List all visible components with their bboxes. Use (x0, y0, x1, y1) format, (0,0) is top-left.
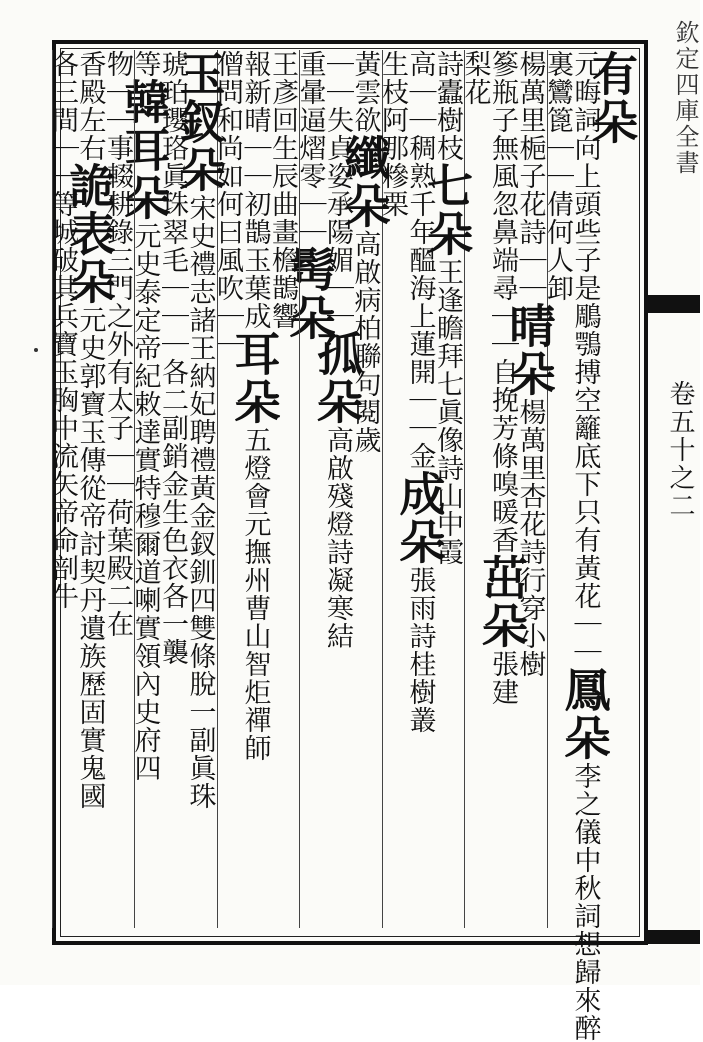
headword: 玉 (172, 50, 227, 98)
text-run: 詩蠹樹枝 (432, 50, 463, 162)
headword: 耳 (117, 126, 172, 174)
text-run: 琥珀瓔珞眞珠翠毛｜｜｜各二副銷金生色衣各一襲 (157, 50, 188, 666)
headword: 韓 (117, 78, 172, 126)
headword: 朵 (502, 350, 557, 398)
headword: 朵 (310, 378, 364, 426)
text-column (542, 50, 576, 930)
headword: 朵 (392, 518, 447, 566)
headword: 七 (420, 162, 474, 210)
headword: 釵 (172, 98, 227, 146)
headword: 朵 (172, 146, 227, 194)
text-run: 熟千年醞海上蓮開｜｜金 (404, 162, 436, 470)
text-run: 篸瓶子無風忽鼻端 (487, 50, 518, 274)
headword: 朵 (62, 258, 117, 306)
text-run: 等 (129, 50, 161, 78)
text-run: 楊萬里梔子花詩｜｜ (514, 50, 546, 302)
text-run: 物 (102, 50, 133, 78)
text-run: 元晦詞向上頭些子是鵰鶚 (569, 50, 601, 358)
headword: 朵 (117, 174, 172, 222)
text-run: 宋史禮志諸王納妃聘禮黃金釵釧四雙條脫一副眞珠 (184, 194, 216, 810)
text-run: 各三間 (47, 50, 78, 134)
text-run: 高啟病柏聯句閱歲 (349, 230, 381, 454)
headword: 有 (585, 50, 639, 98)
text-column (267, 50, 301, 930)
text-run: 失貞姿承陽媚｜｜ (322, 106, 353, 330)
text-run: 張建 (487, 650, 518, 706)
text-run: 重暈逼熠零｜｜ (294, 50, 326, 246)
headword: 詭 (62, 162, 117, 210)
headword: 晴 (502, 302, 557, 350)
text-run: 裏鸞篦｜｜倩何人卸 (542, 50, 573, 302)
ink-speck (34, 348, 38, 352)
headword: 耳 (227, 330, 282, 378)
margin-book-title: 欽定四庫全書 (671, 20, 699, 176)
text-run: 元史郭寶玉傳從帝討契丹遺族歷固實鬼國 (74, 306, 106, 810)
text-run: 報新晴｜｜初鵲玉葉成 (239, 50, 271, 330)
text-run: ｜｜ (322, 50, 353, 106)
text-run: 梨花 (459, 50, 491, 106)
text-run: 僧問和尚如何曰風吹｜｜ (212, 50, 243, 358)
headword: 纖 (337, 134, 392, 182)
text-run: ｜｜事輟耕錄三門之外有太子｜｜荷葉殿二在 (102, 78, 133, 638)
text-run: 張雨詩桂樹叢 (404, 566, 436, 734)
headword: 朵 (337, 182, 392, 230)
headword: 朵 (420, 210, 474, 258)
text-run: 王彥回生辰曲畫檐鵲響 (267, 50, 298, 330)
headword: 鳳 (557, 666, 612, 714)
text-run: 五燈會元撫州曹山智炬禪師 (239, 426, 271, 762)
text-run: ｜｜等城破其兵寶玉胸中流矢帝命剖牛 (47, 134, 78, 610)
text-run: 李之儀中秋詞想歸來醉 (569, 762, 601, 1042)
headword: 朵 (475, 602, 529, 650)
fishtail-mark-top (648, 295, 700, 313)
headword: 朵 (227, 378, 282, 426)
text-run: 尋｜｜自挽芳條嗅暖香 (487, 274, 518, 554)
text-run: 王逢瞻拜七眞像詩山中霞 (432, 258, 463, 566)
text-run: 黃雲欲 (349, 50, 381, 134)
headword: 髩 (282, 246, 337, 294)
column-divider (52, 50, 53, 928)
text-run: ｜｜ (569, 610, 601, 666)
text-run: 搏空籬底下只有黃花 (569, 358, 601, 610)
headword: 茁 (475, 554, 529, 602)
text-column (47, 50, 81, 930)
text-run: 高｜｜稠 (404, 50, 436, 162)
headword: 朵 (585, 98, 639, 146)
text-run: 香殿左右 (74, 50, 106, 162)
text-run: 元史泰定帝紀敕達實特穆爾道喇實領內史府四 (129, 222, 161, 782)
headword: 朵 (282, 294, 337, 342)
margin-volume-number: 卷五十之二 (665, 380, 695, 520)
headword: 朵 (557, 714, 612, 762)
headword: 表 (62, 210, 117, 258)
text-run: 生枝阿那糝栗 (377, 50, 408, 218)
headword: 孤 (310, 330, 364, 378)
headword: 成 (392, 470, 447, 518)
fishtail-mark-bottom (648, 930, 700, 944)
text-run: 高啟殘燈詩凝寒結 (322, 426, 353, 650)
text-run: 楊萬里杏花詩行穿小樹 (514, 398, 546, 678)
